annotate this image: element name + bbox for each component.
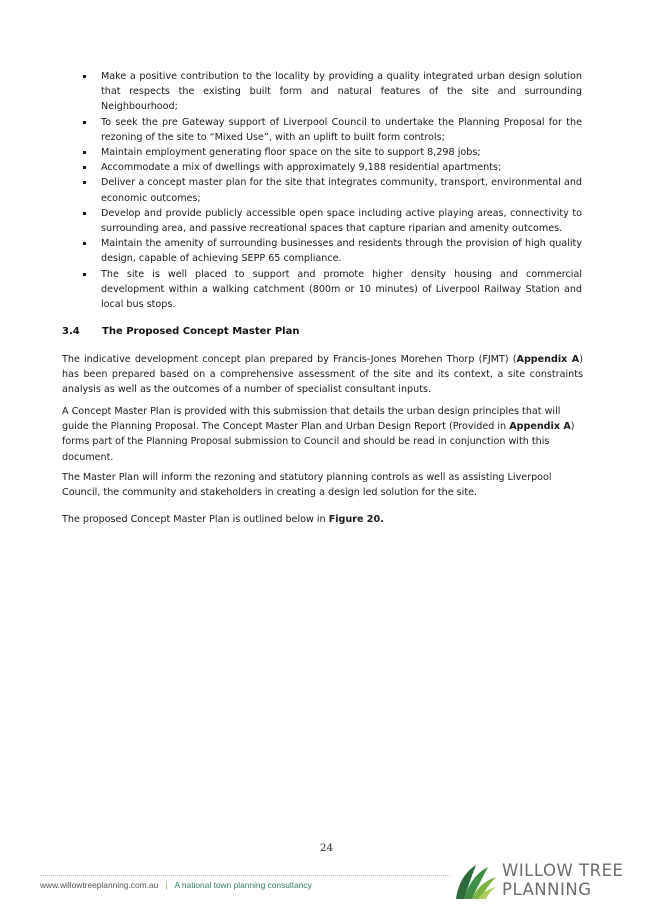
appendix-reference: Appendix A	[516, 354, 580, 365]
bullet-icon	[83, 75, 86, 78]
list-item: Develop and provide publicly accessible open space including active playing areas, connectivity to surrounding area, and passive recreational spaces that capture riparian and amenity outcomes.	[62, 206, 582, 236]
appendix-reference: Appendix A	[509, 421, 571, 433]
list-item: To seek the pre Gateway support of Liverpool Council to undertake the Planning Proposal for the rezoning of the site to “Mixed Use”, with an uplift to built form controls;	[62, 115, 582, 145]
leaf-logo-icon	[452, 859, 498, 903]
paragraph-figure-reference: The proposed Concept Master Plan is outlined below in Figure 20.	[62, 514, 384, 525]
objectives-list	[62, 69, 582, 312]
paragraph-master-plan-submission: A Concept Master Plan is provided with this submission that details the urban design principles that will guide the Planning Proposal. The Concept Master Plan and Urban Design Report (Provided in Appendix A) forms part of the Planning Proposal submission to Council and should be read in conjunction with this document.	[62, 406, 575, 463]
bullet-icon	[83, 273, 86, 276]
page-number: 24	[319, 842, 334, 854]
footer-separator: |	[165, 880, 168, 890]
paragraph-rezoning: The Master Plan will inform the rezoning and statutory planning controls as well as assisting Liverpool Council, the community and stakeholders in creating a design led solution for the site.	[62, 472, 552, 499]
footer-tagline: A national town planning consultancy	[174, 880, 312, 890]
figure-reference: Figure 20.	[328, 514, 384, 525]
bullet-icon	[83, 212, 86, 215]
company-logo	[452, 859, 632, 903]
list-item: Maintain the amenity of surrounding businesses and residents through the provision of high quality design, capable of achieving SEPP 65 compliance.	[62, 236, 582, 266]
paragraph-concept-plan: The indicative development concept plan prepared by Francis-Jones Morehen Thorp (FJMT) (Appendix A) has been prepared based on a comprehensive assessment of the site and its context, a site constraints analysis as well as the outcomes of a number of specialist consultant inputs.	[62, 354, 583, 396]
bullet-icon	[83, 166, 86, 169]
list-item: Make a positive contribution to the locality by providing a quality integrated urban design solution that respects the existing built form and natural features of the site and surrounding Neighbourhood;	[62, 69, 582, 115]
section-heading	[62, 326, 299, 337]
list-item: Accommodate a mix of dwellings with approximately 9,188 residential apartments;	[62, 160, 582, 175]
list-item: The site is well placed to support and promote higher density housing and commercial development within a walking catchment (800m or 10 minutes) of Liverpool Railway Station and local bus stops.	[62, 267, 582, 313]
section-title: The Proposed Concept Master Plan	[102, 326, 300, 337]
bullet-icon	[83, 121, 86, 124]
logo-wordmark: WILLOW TREE PLANNING	[502, 861, 624, 899]
footer-divider	[40, 875, 450, 876]
bullet-icon	[83, 242, 86, 245]
list-item: Maintain employment generating floor space on the site to support 8,298 jobs;	[62, 145, 582, 160]
footer	[40, 880, 312, 890]
list-item: Deliver a concept master plan for the site that integrates community, transport, environmental and economic outcomes;	[62, 175, 582, 205]
bullet-icon	[83, 181, 86, 184]
footer-website-link[interactable]: www.willowtreeplanning.com.au	[40, 880, 159, 890]
section-number: 3.4	[62, 326, 80, 337]
bullet-icon	[83, 151, 86, 154]
